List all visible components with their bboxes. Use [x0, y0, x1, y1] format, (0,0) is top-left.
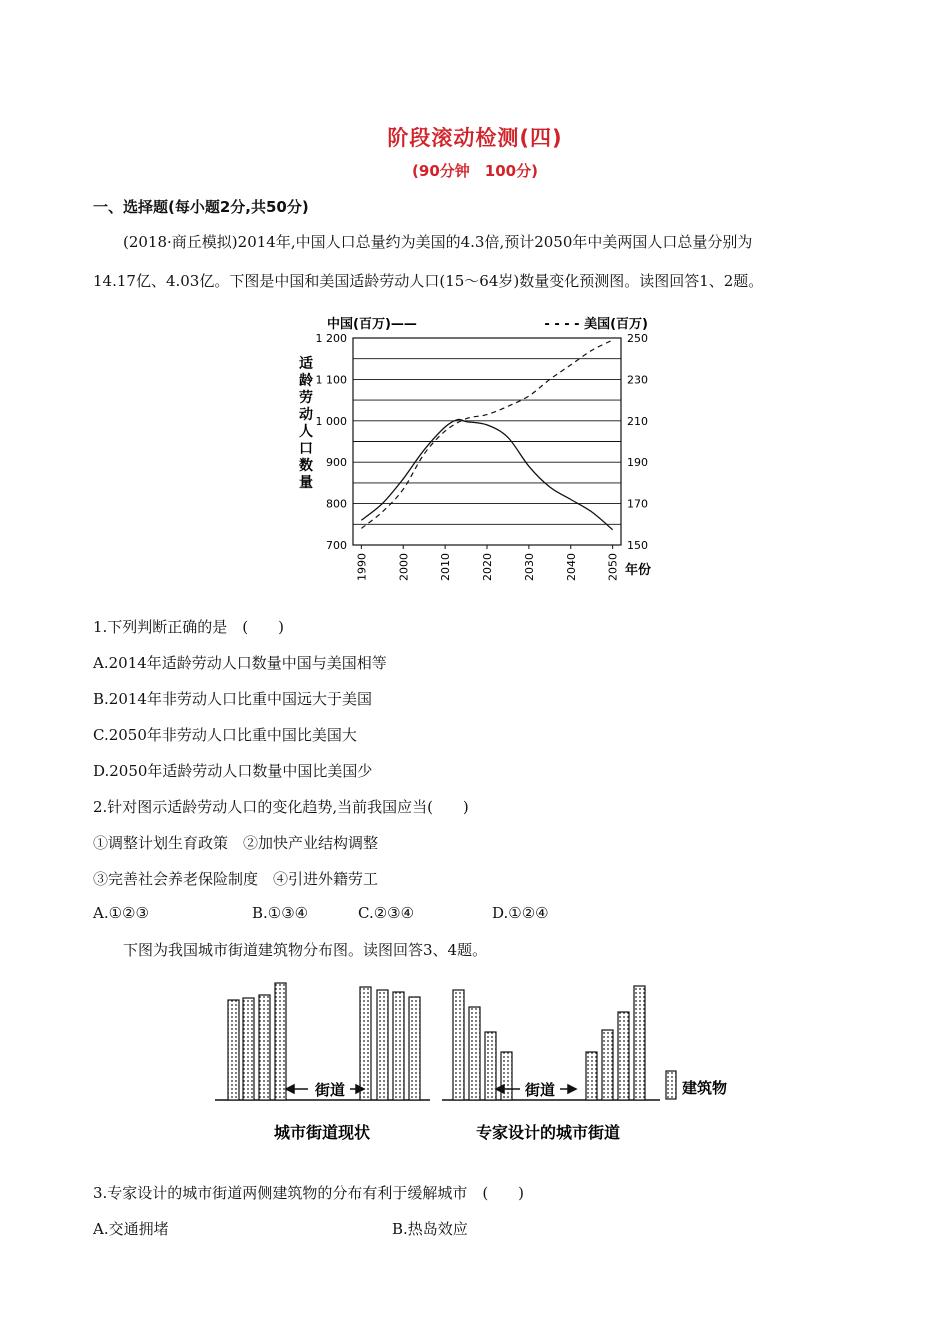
right-tick-label: 250	[627, 332, 648, 345]
legend-building-icon	[666, 1071, 676, 1099]
x-tick-label: 2010	[439, 553, 453, 581]
right-tick-label: 230	[627, 373, 648, 387]
left-tick-label: 1 200	[315, 332, 347, 345]
building	[602, 1030, 613, 1100]
street-label-right: 街道	[525, 1081, 556, 1099]
legend-usa: - - - - 美国(百万)	[544, 317, 648, 332]
left-tick-label: 1 100	[315, 373, 347, 387]
q2-statements-2: ③完善社会养老保险制度 ④引进外籍劳工	[93, 870, 379, 888]
building	[228, 1000, 239, 1100]
building	[409, 997, 420, 1100]
y-label-char: 量	[299, 475, 313, 491]
q2-option-d[interactable]: D.①②④	[492, 904, 549, 922]
right-axis-ticks	[627, 332, 648, 552]
q2-option-b[interactable]: B.①③④	[252, 904, 309, 922]
left-axis-ticks	[316, 332, 348, 552]
building	[360, 987, 371, 1100]
x-axis-ticks	[355, 545, 619, 581]
building	[377, 990, 388, 1100]
x-axis-label: 年份	[625, 563, 652, 578]
section-heading: 一、选择题(每小题2分,共50分)	[93, 198, 309, 216]
x-tick-label: 2030	[522, 553, 536, 581]
building	[275, 983, 286, 1100]
q1-stem: 1.下列判断正确的是 ( )	[93, 618, 285, 636]
building	[259, 995, 270, 1100]
y-label-char: 动	[299, 407, 313, 423]
right-tick-label: 210	[627, 414, 648, 428]
building	[485, 1032, 496, 1100]
x-tick-label: 2040	[564, 553, 578, 581]
q2-stem: 2.针对图示适龄劳动人口的变化趋势,当前我国应当( )	[93, 798, 469, 816]
legend-china: 中国(百万)——	[327, 317, 417, 332]
q3-stem: 3.专家设计的城市街道两侧建筑物的分布有利于缓解城市 ( )	[93, 1184, 525, 1202]
left-tick-label: 1 000	[315, 414, 347, 428]
building	[618, 1012, 629, 1100]
q1-option-c[interactable]: C.2050年非劳动人口比重中国比美国大	[93, 726, 357, 744]
y-label-char: 口	[299, 441, 313, 457]
right-tick-label: 150	[627, 539, 648, 552]
right-tick-label: 190	[627, 456, 648, 470]
q2-statements-1: ①调整计划生育政策 ②加快产业结构调整	[93, 834, 379, 852]
page-title: 阶段滚动检测(四)	[387, 126, 563, 150]
q1-option-d[interactable]: D.2050年适龄劳动人口数量中国比美国少	[93, 762, 373, 780]
caption-designed: 专家设计的城市街道	[475, 1123, 621, 1142]
building	[243, 998, 254, 1100]
y-axis-label	[299, 355, 313, 491]
exam-duration: (90分钟 100分)	[412, 162, 538, 180]
building	[634, 986, 645, 1100]
street-label-left: 街道	[315, 1081, 346, 1099]
x-tick-label: 1990	[355, 553, 369, 581]
building	[393, 992, 404, 1100]
y-label-char: 龄	[299, 373, 313, 389]
y-label-char: 劳	[299, 390, 313, 406]
population-chart	[290, 310, 670, 590]
q1-option-a[interactable]: A.2014年适龄劳动人口数量中国与美国相等	[93, 654, 387, 672]
intro1-line2: 14.17亿、4.03亿。下图是中国和美国适龄劳动人口(15～64岁)数量变化预测图。读图回答1、2题。	[93, 272, 764, 290]
series-line-china	[361, 419, 612, 529]
caption-current: 城市街道现状	[273, 1123, 371, 1142]
building	[453, 990, 464, 1100]
building	[586, 1052, 597, 1100]
q3-option-a[interactable]: A.交通拥堵	[93, 1220, 169, 1238]
building	[469, 1007, 480, 1100]
q2-option-c[interactable]: C.②③④	[358, 904, 415, 922]
q1-option-b[interactable]: B.2014年非劳动人口比重中国远大于美国	[93, 690, 372, 708]
intro1-line1: (2018·商丘模拟)2014年,中国人口总量约为美国的4.3倍,预计2050年中美两国人口总量分别为	[123, 233, 753, 251]
series-line-usa	[361, 340, 612, 528]
left-tick-label: 900	[326, 456, 347, 470]
left-tick-label: 800	[326, 497, 347, 511]
y-label-char: 适	[299, 356, 313, 372]
y-label-char: 人	[299, 424, 313, 440]
q2-option-a[interactable]: A.①②③	[93, 904, 149, 922]
x-tick-label: 2000	[397, 553, 411, 581]
left-tick-label: 700	[326, 539, 347, 552]
x-tick-label: 2020	[481, 553, 494, 581]
street-figure	[210, 975, 760, 1155]
y-label-char: 数	[299, 458, 313, 474]
intro2-text: 下图为我国城市街道建筑物分布图。读图回答3、4题。	[123, 941, 488, 959]
x-tick-label: 2050	[606, 553, 620, 581]
q3-option-b[interactable]: B.热岛效应	[392, 1220, 468, 1238]
chart-grid	[353, 359, 621, 525]
legend-building-label: 建筑物	[682, 1079, 728, 1097]
right-tick-label: 170	[627, 497, 648, 511]
